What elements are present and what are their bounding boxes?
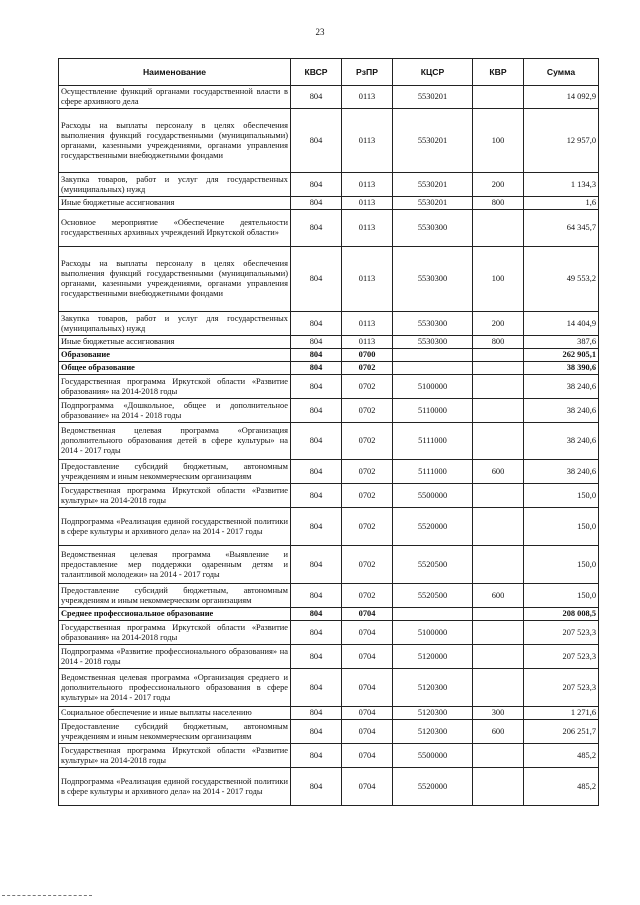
column-header-kcsr: КЦСР (393, 59, 473, 86)
cell-name: Иные бюджетные ассигнования (59, 336, 291, 349)
cell-sum: 1 271,6 (524, 707, 599, 720)
table-row (59, 768, 599, 806)
table-row (59, 645, 599, 669)
cell-name: Государственная программа Иркутской области «Развитие образования» на 2014-2018 годы (59, 621, 291, 645)
cell-rzpr: 0704 (342, 645, 393, 669)
cell-kvsr: 804 (291, 621, 342, 645)
cell-kcsr: 5520500 (393, 584, 473, 608)
cell-kvsr: 804 (291, 744, 342, 768)
cell-kcsr: 5530300 (393, 312, 473, 336)
column-header-sum: Сумма (524, 59, 599, 86)
cell-kvsr: 804 (291, 109, 342, 173)
cell-kvr (473, 484, 524, 508)
cell-kvr (473, 608, 524, 621)
cell-sum: 207 523,3 (524, 645, 599, 669)
cell-rzpr: 0704 (342, 707, 393, 720)
cell-kvsr: 804 (291, 707, 342, 720)
table-header-row (59, 59, 599, 86)
table-row (59, 621, 599, 645)
cell-kvr (473, 645, 524, 669)
cell-kcsr: 5100000 (393, 375, 473, 399)
cell-kvr (473, 546, 524, 584)
cell-name: Государственная программа Иркутской области «Развитие культуры» на 2014-2018 годы (59, 744, 291, 768)
table-row (59, 608, 599, 621)
cell-name: Иные бюджетные ассигнования (59, 197, 291, 210)
cell-rzpr: 0702 (342, 362, 393, 375)
cell-rzpr: 0113 (342, 336, 393, 349)
cell-rzpr: 0702 (342, 508, 393, 546)
cell-sum: 206 251,7 (524, 720, 599, 744)
cell-sum: 150,0 (524, 484, 599, 508)
cell-kcsr: 5120000 (393, 645, 473, 669)
cell-name: Подпрограмма «Дошкольное, общее и дополнительное образование» на 2014 - 2018 годы (59, 399, 291, 423)
cell-rzpr: 0113 (342, 210, 393, 247)
cell-name: Государственная программа Иркутской области «Развитие культуры» на 2014-2018 годы (59, 484, 291, 508)
table-row (59, 86, 599, 109)
cell-kvr: 300 (473, 707, 524, 720)
table-row (59, 720, 599, 744)
cell-kvr: 100 (473, 247, 524, 312)
cell-sum: 150,0 (524, 584, 599, 608)
cell-kcsr (393, 608, 473, 621)
cell-kvsr: 804 (291, 336, 342, 349)
column-header-name: Наименование (59, 59, 291, 86)
table-row (59, 362, 599, 375)
cell-sum: 150,0 (524, 508, 599, 546)
cell-kvsr: 804 (291, 173, 342, 197)
cell-sum: 14 092,9 (524, 86, 599, 109)
cell-rzpr: 0702 (342, 460, 393, 484)
table-row (59, 584, 599, 608)
cell-sum: 485,2 (524, 744, 599, 768)
cell-sum: 49 553,2 (524, 247, 599, 312)
cell-kcsr: 5110000 (393, 399, 473, 423)
cell-kvr: 200 (473, 173, 524, 197)
cell-rzpr: 0113 (342, 247, 393, 312)
cell-kvr: 200 (473, 312, 524, 336)
cell-rzpr: 0704 (342, 621, 393, 645)
cell-kcsr: 5520000 (393, 508, 473, 546)
cell-name: Ведомственная целевая программа «Выявление и предоставление мер поддержки одаренным детям и талантливой молодежи» на 2014 - 2017 годы (59, 546, 291, 584)
cell-sum: 14 404,9 (524, 312, 599, 336)
cell-rzpr: 0113 (342, 173, 393, 197)
cell-kcsr: 5530300 (393, 336, 473, 349)
cell-kcsr: 5530201 (393, 86, 473, 109)
cell-kvr (473, 744, 524, 768)
cell-sum: 207 523,3 (524, 669, 599, 707)
cell-kvsr: 804 (291, 362, 342, 375)
cell-rzpr: 0704 (342, 720, 393, 744)
table-body (59, 86, 599, 806)
cell-kvsr: 804 (291, 197, 342, 210)
column-header-kvsr: КВСР (291, 59, 342, 86)
cell-kvsr: 804 (291, 584, 342, 608)
cell-kvr (473, 375, 524, 399)
table-row (59, 484, 599, 508)
cell-rzpr: 0704 (342, 744, 393, 768)
cell-name: Закупка товаров, работ и услуг для государственных (муниципальных) нужд (59, 173, 291, 197)
cell-sum: 1 134,3 (524, 173, 599, 197)
cell-rzpr: 0702 (342, 484, 393, 508)
table-row (59, 744, 599, 768)
cell-name: Социальное обеспечение и иные выплаты населению (59, 707, 291, 720)
table-row (59, 336, 599, 349)
cell-kvsr: 804 (291, 645, 342, 669)
cell-kcsr: 5111000 (393, 423, 473, 460)
cell-name: Закупка товаров, работ и услуг для государственных (муниципальных) нужд (59, 312, 291, 336)
cell-kcsr: 5120300 (393, 720, 473, 744)
cell-kvsr: 804 (291, 312, 342, 336)
cell-kcsr: 5530300 (393, 210, 473, 247)
cell-kcsr: 5100000 (393, 621, 473, 645)
cell-kvr (473, 508, 524, 546)
budget-table (58, 58, 599, 806)
column-header-kvr: КВР (473, 59, 524, 86)
cell-kvsr: 804 (291, 375, 342, 399)
cell-rzpr: 0702 (342, 375, 393, 399)
cell-sum: 1,6 (524, 197, 599, 210)
cell-sum: 38 240,6 (524, 460, 599, 484)
cell-name: Расходы на выплаты персоналу в целях обеспечения выполнения функций государственными (муниципальными) органами, казенными учреждениями, органами управления государственными внебюджетными фондами (59, 109, 291, 173)
table-row (59, 247, 599, 312)
cell-name: Ведомственная целевая программа «Организация среднего и дополнительного профессионального образования в сфере культуры» на 2014 - 2017 годы (59, 669, 291, 707)
cell-kvr (473, 768, 524, 806)
cell-name: Среднее профессиональное образование (59, 608, 291, 621)
cell-kvr (473, 362, 524, 375)
cell-kcsr: 5120300 (393, 669, 473, 707)
cell-rzpr: 0702 (342, 584, 393, 608)
cell-kvsr: 804 (291, 484, 342, 508)
cell-kcsr (393, 349, 473, 362)
cell-kcsr (393, 362, 473, 375)
cell-name: Общее образование (59, 362, 291, 375)
cell-sum: 150,0 (524, 546, 599, 584)
table-row (59, 375, 599, 399)
cell-kvr: 600 (473, 584, 524, 608)
table-row (59, 210, 599, 247)
column-header-rzpr: РзПР (342, 59, 393, 86)
cell-kvr (473, 399, 524, 423)
cell-sum: 64 345,7 (524, 210, 599, 247)
cell-kvsr: 804 (291, 546, 342, 584)
table-row (59, 312, 599, 336)
cell-sum: 387,6 (524, 336, 599, 349)
cell-kvsr: 804 (291, 669, 342, 707)
cell-sum: 38 240,6 (524, 423, 599, 460)
cell-rzpr: 0704 (342, 608, 393, 621)
cell-rzpr: 0113 (342, 312, 393, 336)
cell-kvr (473, 210, 524, 247)
cell-kvr: 600 (473, 720, 524, 744)
cell-kcsr: 5500000 (393, 744, 473, 768)
cell-name: Предоставление субсидий бюджетным, автономным учреждениям и иным некоммерческим организациям (59, 584, 291, 608)
cell-rzpr: 0113 (342, 197, 393, 210)
cell-kvsr: 804 (291, 399, 342, 423)
cell-kcsr: 5120300 (393, 707, 473, 720)
table-row (59, 197, 599, 210)
cell-kcsr: 5111000 (393, 460, 473, 484)
cell-name: Основное мероприятие «Обеспечение деятельности государственных архивных учреждений Иркутской области» (59, 210, 291, 247)
table-row (59, 173, 599, 197)
cell-kvr: 100 (473, 109, 524, 173)
page-number: 23 (315, 27, 325, 37)
cell-kcsr: 5530201 (393, 173, 473, 197)
cell-rzpr: 0702 (342, 423, 393, 460)
cell-name: Подпрограмма «Реализация единой государственной политики в сфере культуры и архивного дела» на 2014 - 2017 годы (59, 768, 291, 806)
cell-kcsr: 5530201 (393, 109, 473, 173)
cell-name: Предоставление субсидий бюджетным, автономным учреждениям и иным некоммерческим организациям (59, 460, 291, 484)
cell-name: Ведомственная целевая программа «Организация дополнительного образования детей в сфере культуры» на 2014 - 2017 годы (59, 423, 291, 460)
table-row (59, 349, 599, 362)
cell-name: Государственная программа Иркутской области «Развитие образования» на 2014-2018 годы (59, 375, 291, 399)
cell-kvsr: 804 (291, 720, 342, 744)
table-row (59, 109, 599, 173)
cell-kvr (473, 86, 524, 109)
cell-name: Подпрограмма «Реализация единой государственной политики в сфере культуры и архивного дела» на 2014 - 2017 годы (59, 508, 291, 546)
cell-rzpr: 0704 (342, 768, 393, 806)
cell-kvr: 800 (473, 336, 524, 349)
cell-rzpr: 0702 (342, 399, 393, 423)
scan-artifact (2, 895, 92, 902)
cell-sum: 12 957,0 (524, 109, 599, 173)
cell-rzpr: 0700 (342, 349, 393, 362)
cell-rzpr: 0704 (342, 669, 393, 707)
cell-kvsr: 804 (291, 423, 342, 460)
cell-kcsr: 5520000 (393, 768, 473, 806)
cell-name: Образование (59, 349, 291, 362)
cell-kvr: 600 (473, 460, 524, 484)
table-row (59, 508, 599, 546)
table-row (59, 460, 599, 484)
cell-kvsr: 804 (291, 210, 342, 247)
cell-name: Предоставление субсидий бюджетным, автономным учреждениям и иным некоммерческим организациям (59, 720, 291, 744)
cell-sum: 485,2 (524, 768, 599, 806)
cell-kvsr: 804 (291, 349, 342, 362)
cell-sum: 38 390,6 (524, 362, 599, 375)
cell-kcsr: 5530300 (393, 247, 473, 312)
cell-kvr (473, 423, 524, 460)
cell-kvsr: 804 (291, 86, 342, 109)
cell-kvsr: 804 (291, 460, 342, 484)
cell-sum: 207 523,3 (524, 621, 599, 645)
table-row (59, 546, 599, 584)
cell-sum: 208 008,5 (524, 608, 599, 621)
cell-name: Расходы на выплаты персоналу в целях обеспечения выполнения функций государственными (муниципальными) органами, казенными учреждениями, органами управления государственными внебюджетными фондами (59, 247, 291, 312)
table-row (59, 669, 599, 707)
cell-kvr (473, 669, 524, 707)
cell-kvr (473, 349, 524, 362)
cell-kvr: 800 (473, 197, 524, 210)
table-row (59, 423, 599, 460)
cell-kvsr: 804 (291, 608, 342, 621)
cell-kvsr: 804 (291, 247, 342, 312)
cell-kcsr: 5520500 (393, 546, 473, 584)
cell-kcsr: 5530201 (393, 197, 473, 210)
cell-kvr (473, 621, 524, 645)
cell-name: Осуществление функций органами государственной власти в сфере архивного дела (59, 86, 291, 109)
table-row (59, 707, 599, 720)
cell-rzpr: 0113 (342, 86, 393, 109)
cell-sum: 38 240,6 (524, 399, 599, 423)
cell-sum: 262 905,1 (524, 349, 599, 362)
cell-kvsr: 804 (291, 508, 342, 546)
cell-sum: 38 240,6 (524, 375, 599, 399)
cell-rzpr: 0702 (342, 546, 393, 584)
cell-kcsr: 5500000 (393, 484, 473, 508)
cell-rzpr: 0113 (342, 109, 393, 173)
cell-kvsr: 804 (291, 768, 342, 806)
table-row (59, 399, 599, 423)
cell-name: Подпрограмма «Развитие профессионального образования» на 2014 - 2018 годы (59, 645, 291, 669)
